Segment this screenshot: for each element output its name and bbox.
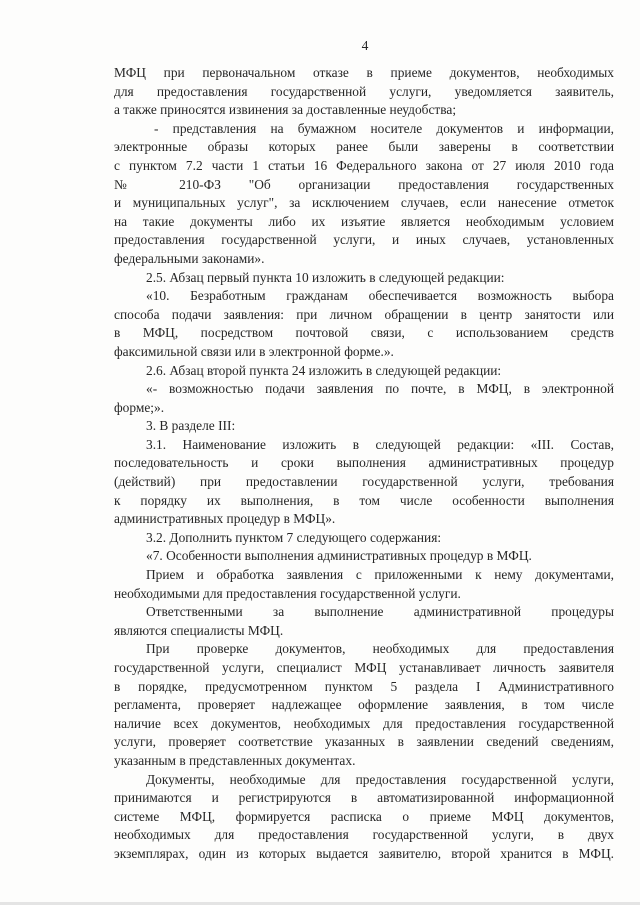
text-line: к порядку их выполнения, в том числе особенности выполнения	[114, 492, 614, 508]
text-line: с пунктом 7.2 части 1 статьи 16 Федерального закона от 27 июля 2010 года	[114, 157, 614, 173]
text-line: предоставления государственной услуги, и иных случаев, установленных	[114, 232, 614, 248]
text-line: в порядке, предусмотренном пунктом 5 раздела I Административного	[114, 678, 614, 694]
text-line: 3.2. Дополнить пунктом 7 следующего содержания:	[146, 529, 442, 545]
text-line: факсимильной связи или в электронной форме.».	[114, 343, 394, 359]
text-line: «10. Безработным гражданам обеспечивается возможность выбора	[146, 288, 614, 304]
text-line: электронные образы которых ранее были заверены в соответствии	[114, 139, 614, 155]
text-line: № 210-ФЗ "Об организации предоставления государственных	[114, 176, 614, 192]
text-line: услуги, проверяет соответствие указанных в заявлении сведений сведениям,	[114, 734, 614, 750]
page-number: 4	[361, 38, 369, 53]
text-line: 2.6. Абзац второй пункта 24 изложить в следующей редакции:	[146, 362, 502, 378]
text-line: 2.5. Абзац первый пункта 10 изложить в следующей редакции:	[146, 269, 505, 285]
text-line: регламента, проверяет надлежащее оформление заявления, в том числе	[114, 697, 614, 713]
text-line: «- возможностью подачи заявления по почте, в МФЦ, в электронной	[146, 381, 614, 397]
text-line: Документы, необходимые для предоставления государственной услуги,	[146, 771, 614, 787]
text-line: указанным в представленных документах.	[114, 752, 356, 768]
text-line: наличие всех документов, необходимых для предоставления государственной	[114, 715, 614, 731]
text-line: При проверке документов, необходимых для предоставления	[146, 641, 614, 657]
text-line: а также приносятся извинения за доставленные неудобства;	[114, 102, 457, 118]
text-line: (действий) при предоставлении государственной услуги, требования	[114, 474, 614, 490]
text-line: МФЦ при первоначальном отказе в приеме документов, необходимых	[114, 65, 614, 80]
text-line: административных процедур в МФЦ».	[114, 511, 336, 527]
text-line: системе МФЦ, формируется расписка о приеме МФЦ документов,	[114, 808, 614, 824]
text-line: последовательность и сроки выполнения административных процедур	[114, 455, 614, 471]
text-line: способа подачи заявления: при личном обращении в центр занятости или	[114, 306, 614, 322]
text-line: являются специалисты МФЦ.	[114, 622, 284, 638]
text-line: необходимых для предоставления государственной услуги, в двух	[114, 827, 614, 843]
text-line: «7. Особенности выполнения административных процедур в МФЦ.	[146, 548, 532, 564]
text-line: необходимыми для предоставления государственной услуги.	[114, 585, 461, 601]
text-line: для предоставления государственной услуги, уведомляется заявитель,	[114, 83, 614, 99]
text-line: экземплярах, один из которых выдается заявителю, второй хранится в МФЦ.	[114, 845, 614, 861]
text-line: 3.1. Наименование изложить в следующей редакции: «III. Состав,	[146, 436, 614, 452]
document-body	[114, 64, 614, 864]
text-line: на такие документы либо их изъятие является необходимым условием	[114, 213, 614, 229]
text-line: принимаются и регистрируются в автоматизированной информационной	[114, 790, 614, 806]
text-line: Ответственными за выполнение административной процедуры	[146, 604, 614, 620]
text-line: 3. В разделе III:	[146, 418, 236, 434]
text-line: федеральными законами».	[114, 250, 265, 266]
text-line: и муниципальных услуг", за исключением случаев, если нанесение отметок	[114, 195, 614, 211]
text-line: - представления на бумажном носителе документов и информации,	[154, 120, 614, 136]
text-line: форме;».	[114, 399, 165, 415]
text-line: государственной услуги, специалист МФЦ устанавливает личность заявителя	[114, 660, 614, 675]
text-line: Прием и обработка заявления с приложенными к нему документами,	[146, 567, 614, 583]
text-line: в МФЦ, посредством почтовой связи, с использованием средств	[114, 325, 614, 341]
